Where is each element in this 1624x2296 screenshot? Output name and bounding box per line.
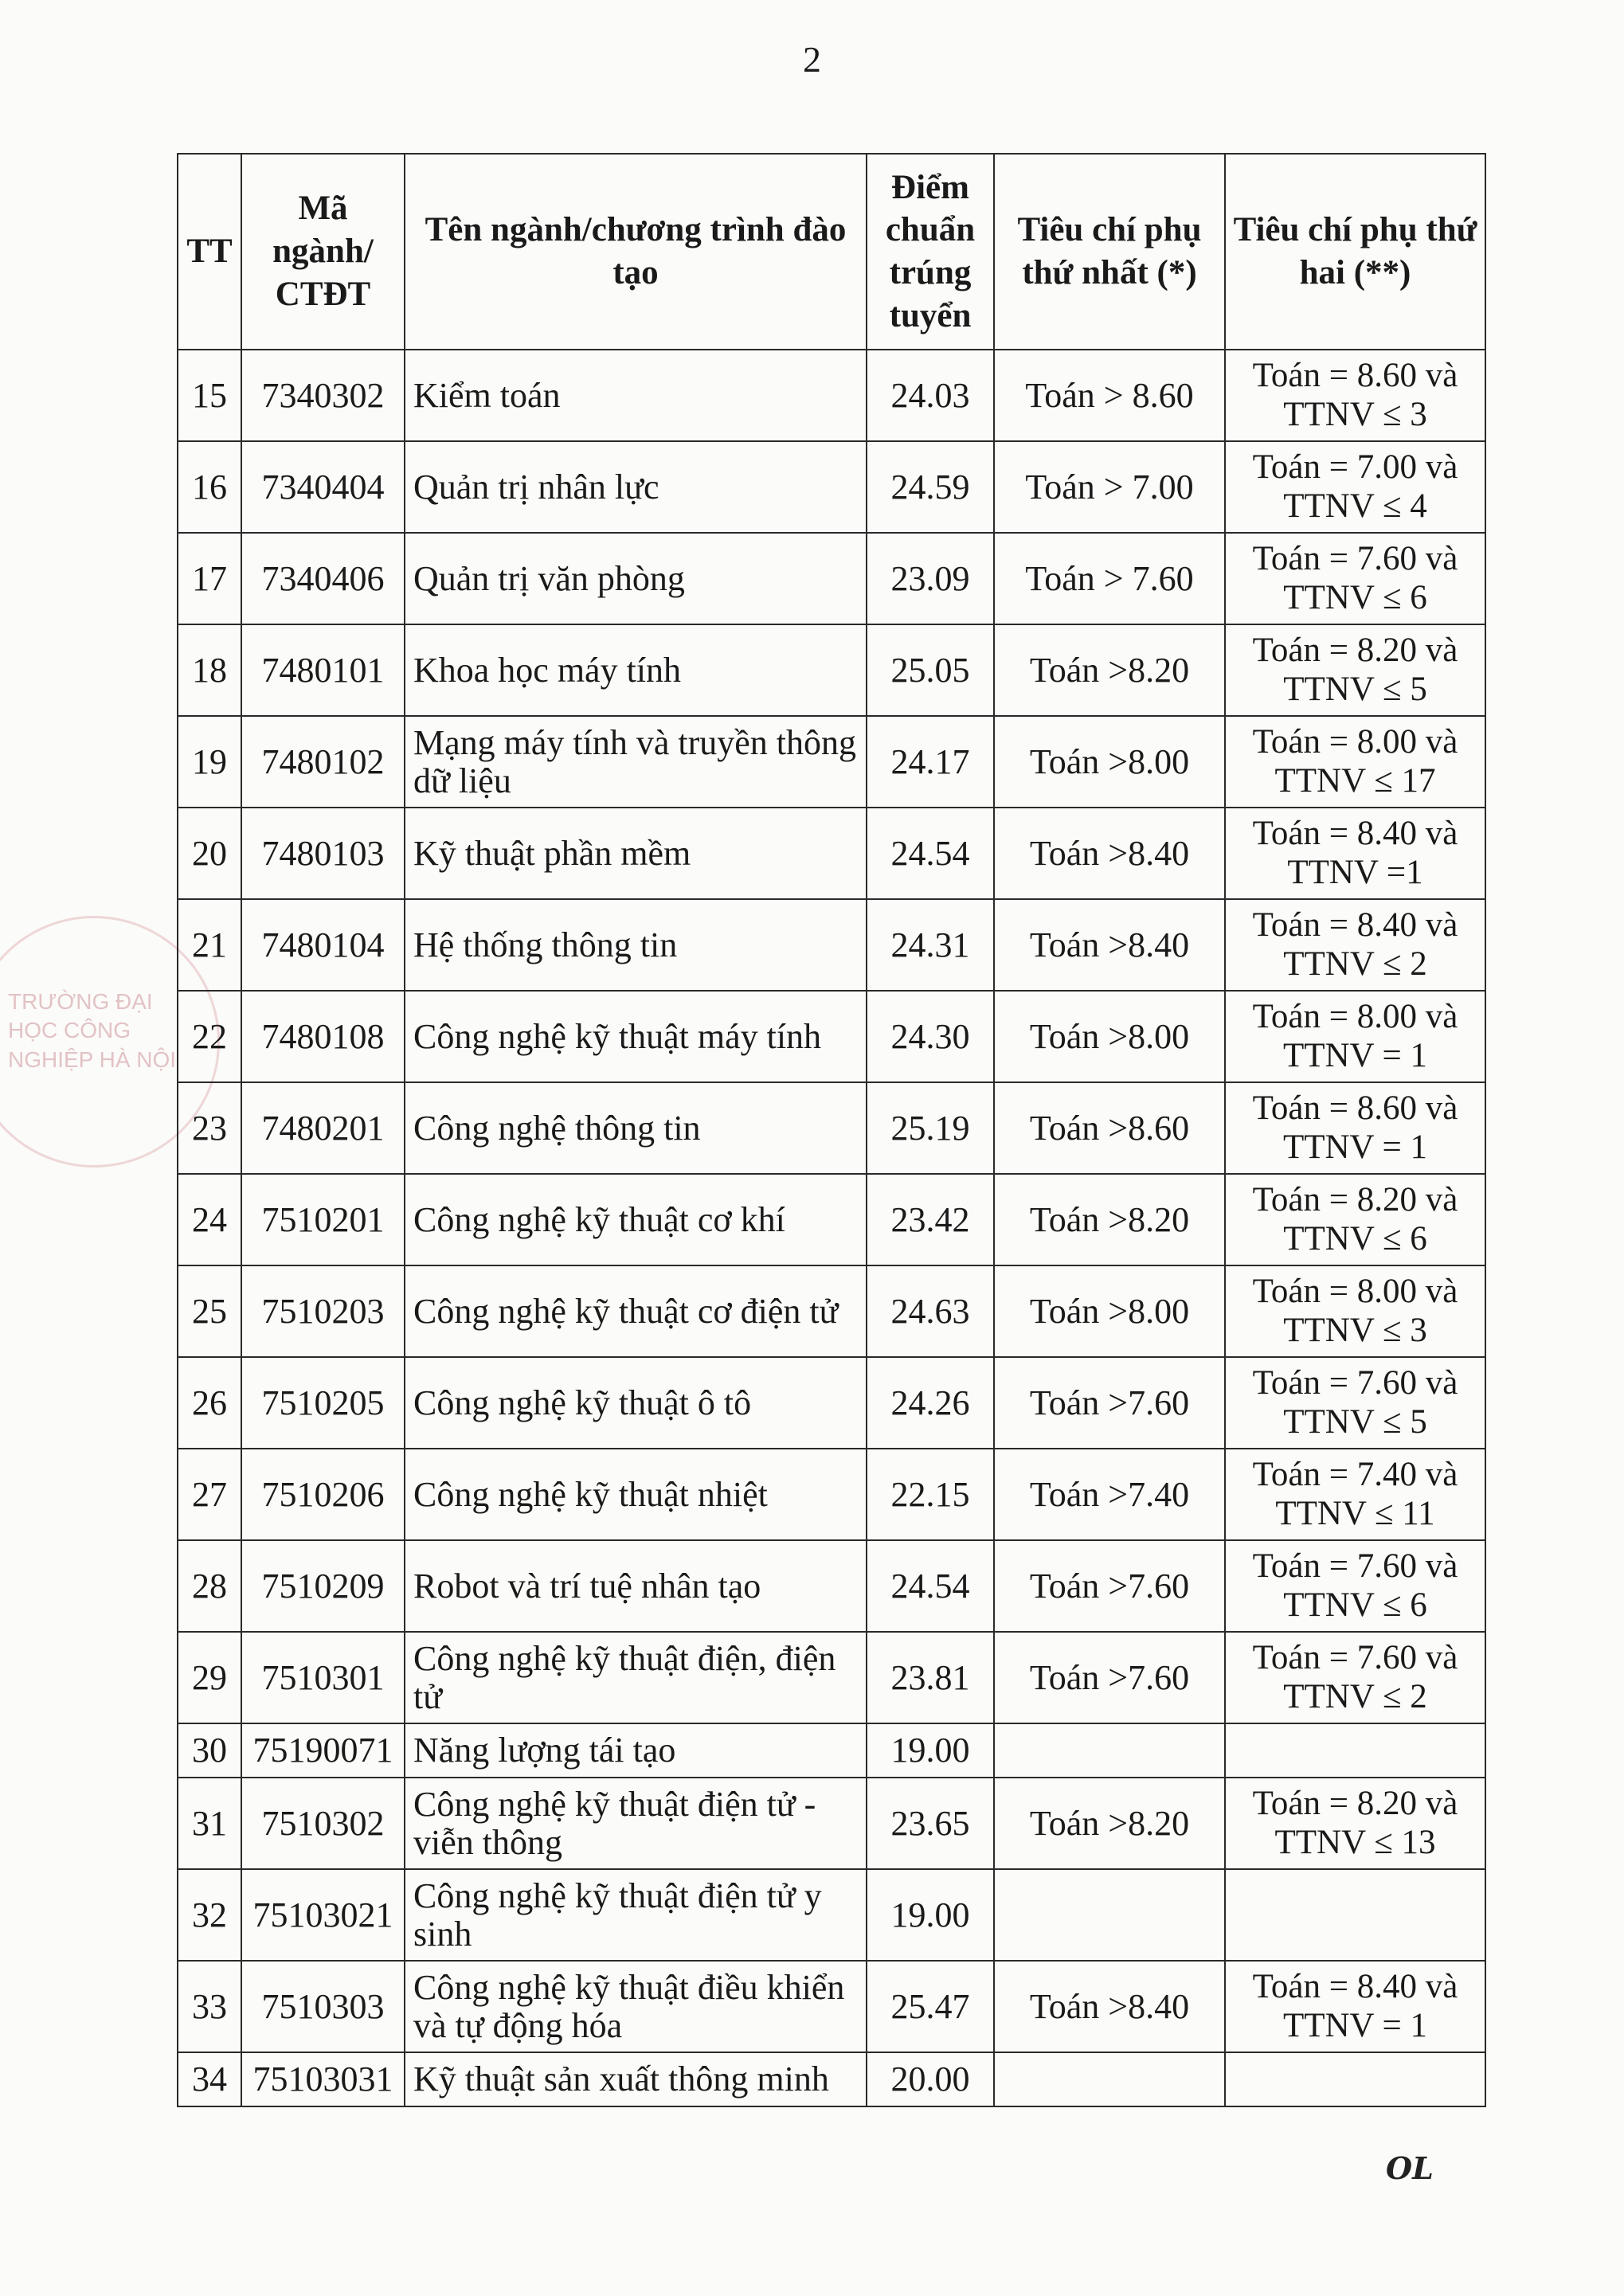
cell-crit2-line2: TTNV ≤ 13 — [1274, 1823, 1436, 1861]
table-row — [178, 1540, 1485, 1632]
cell-tt: 32 — [178, 1869, 241, 1961]
table-row — [178, 899, 1485, 991]
cell-name: Kỹ thuật sản xuất thông minh — [405, 2052, 867, 2106]
cell-name: Khoa học máy tính — [405, 624, 867, 716]
cell-name: Năng lượng tái tạo — [405, 1723, 867, 1778]
cell-crit2-line1: Toán = 8.00 và — [1252, 1273, 1458, 1311]
admission-score-table — [177, 153, 1485, 2107]
cell-name: Công nghệ kỹ thuật ô tô — [405, 1357, 867, 1449]
cell-tt: 29 — [178, 1632, 241, 1723]
cell-tt: 16 — [178, 441, 241, 533]
table-header-row — [178, 154, 1485, 350]
table-row — [178, 1174, 1485, 1265]
cell-score: 23.65 — [867, 1778, 994, 1869]
cell-code: 75190071 — [241, 1723, 405, 1778]
cell-name: Công nghệ thông tin — [405, 1082, 867, 1174]
cell-crit2-line1: Toán = 8.20 và — [1252, 1785, 1458, 1823]
cell-crit2-line1: Toán = 7.60 và — [1252, 540, 1458, 578]
cell-crit1: Toán >7.60 — [994, 1632, 1225, 1723]
cell-score: 20.00 — [867, 2052, 994, 2106]
table-row — [178, 533, 1485, 624]
cell-score: 23.42 — [867, 1174, 994, 1265]
cell-crit1: Toán >8.00 — [994, 716, 1225, 808]
table-row — [178, 808, 1485, 899]
cell-score: 19.00 — [867, 1869, 994, 1961]
cell-tt: 26 — [178, 1357, 241, 1449]
cell-tt: 33 — [178, 1961, 241, 2052]
cell-score: 23.81 — [867, 1632, 994, 1723]
cell-score: 24.54 — [867, 1540, 994, 1632]
cell-crit2 — [1225, 1961, 1485, 2052]
cell-crit1: Toán >8.20 — [994, 1778, 1225, 1869]
table-row — [178, 1357, 1485, 1449]
cell-score: 22.15 — [867, 1449, 994, 1540]
cell-crit2-line2: TTNV ≤ 6 — [1283, 1219, 1427, 1258]
cell-score: 23.09 — [867, 533, 994, 624]
cell-name: Công nghệ kỹ thuật điện, điện tử — [405, 1632, 867, 1723]
cell-crit2 — [1225, 350, 1485, 441]
cell-tt: 17 — [178, 533, 241, 624]
cell-name: Công nghệ kỹ thuật nhiệt — [405, 1449, 867, 1540]
cell-score: 24.03 — [867, 350, 994, 441]
cell-crit1 — [994, 1869, 1225, 1961]
cell-tt: 34 — [178, 2052, 241, 2106]
cell-crit2-line2: TTNV ≤ 2 — [1283, 945, 1427, 983]
cell-crit2-line1: Toán = 8.40 và — [1252, 815, 1458, 853]
cell-crit2-line2: TTNV ≤ 4 — [1283, 487, 1427, 525]
cell-crit2 — [1225, 1265, 1485, 1357]
cell-name: Quản trị văn phòng — [405, 533, 867, 624]
cell-crit2 — [1225, 1869, 1485, 1961]
cell-crit1: Toán >8.60 — [994, 1082, 1225, 1174]
cell-crit2-line2: TTNV = 1 — [1282, 2006, 1428, 2044]
cell-crit2-line2: TTNV = 1 — [1282, 1036, 1428, 1074]
cell-code: 75103021 — [241, 1869, 405, 1961]
cell-crit1: Toán >7.60 — [994, 1357, 1225, 1449]
cell-crit1: Toán > 7.00 — [994, 441, 1225, 533]
cell-tt: 22 — [178, 991, 241, 1082]
cell-crit1: Toán >8.20 — [994, 624, 1225, 716]
cell-crit2-line1: Toán = 8.20 và — [1252, 632, 1458, 670]
table-body — [178, 350, 1485, 2106]
cell-name: Quản trị nhân lực — [405, 441, 867, 533]
cell-crit1: Toán >8.40 — [994, 899, 1225, 991]
cell-crit2-line1: Toán = 8.00 và — [1252, 723, 1458, 761]
table-row — [178, 1632, 1485, 1723]
cell-crit1: Toán >7.60 — [994, 1540, 1225, 1632]
cell-crit2 — [1225, 1540, 1485, 1632]
cell-name: Kiểm toán — [405, 350, 867, 441]
handwritten-initials: OL — [1386, 2150, 1434, 2186]
cell-code: 75103031 — [241, 2052, 405, 2106]
cell-score: 24.17 — [867, 716, 994, 808]
table-row — [178, 1082, 1485, 1174]
table-row — [178, 991, 1485, 1082]
cell-crit1: Toán > 8.60 — [994, 350, 1225, 441]
cell-code: 7340302 — [241, 350, 405, 441]
cell-crit2 — [1225, 1778, 1485, 1869]
cell-tt: 15 — [178, 350, 241, 441]
cell-crit2-line1: Toán = 8.20 và — [1252, 1181, 1458, 1219]
cell-crit2 — [1225, 1357, 1485, 1449]
cell-code: 7480102 — [241, 716, 405, 808]
cell-code: 7340404 — [241, 441, 405, 533]
cell-tt: 30 — [178, 1723, 241, 1778]
cell-code: 7510301 — [241, 1632, 405, 1723]
table-row — [178, 1723, 1485, 1778]
cell-crit2 — [1225, 1082, 1485, 1174]
cell-score: 25.05 — [867, 624, 994, 716]
cell-code: 7510201 — [241, 1174, 405, 1265]
cell-name: Công nghệ kỹ thuật điều khiển và tự động hóa — [405, 1961, 867, 2052]
cell-tt: 21 — [178, 899, 241, 991]
cell-score: 25.19 — [867, 1082, 994, 1174]
cell-code: 7480103 — [241, 808, 405, 899]
table-row — [178, 1449, 1485, 1540]
cell-tt: 18 — [178, 624, 241, 716]
cell-code: 7510303 — [241, 1961, 405, 2052]
cell-tt: 25 — [178, 1265, 241, 1357]
cell-crit2 — [1225, 441, 1485, 533]
cell-crit2 — [1225, 899, 1485, 991]
cell-crit2 — [1225, 624, 1485, 716]
header-name: Tên ngành/chương trình đào tạo — [405, 154, 867, 350]
cell-crit2-line2: TTNV ≤ 3 — [1283, 1311, 1427, 1349]
table-row — [178, 1869, 1485, 1961]
header-tt: TT — [178, 154, 241, 350]
table-row — [178, 441, 1485, 533]
cell-code: 7480101 — [241, 624, 405, 716]
cell-crit2 — [1225, 1174, 1485, 1265]
cell-code: 7510203 — [241, 1265, 405, 1357]
cell-tt: 31 — [178, 1778, 241, 1869]
cell-crit1: Toán >8.20 — [994, 1174, 1225, 1265]
cell-score: 25.47 — [867, 1961, 994, 2052]
cell-name: Mạng máy tính và truyền thông dữ liệu — [405, 716, 867, 808]
cell-score: 24.30 — [867, 991, 994, 1082]
cell-crit2-line2: TTNV ≤ 3 — [1283, 395, 1427, 433]
header-crit1: Tiêu chí phụ thứ nhất (*) — [994, 154, 1225, 350]
cell-crit1: Toán >8.40 — [994, 1961, 1225, 2052]
cell-crit1: Toán >8.00 — [994, 991, 1225, 1082]
table-row — [178, 350, 1485, 441]
cell-crit2-line1: Toán = 7.00 và — [1252, 448, 1458, 487]
cell-crit1 — [994, 2052, 1225, 2106]
cell-code: 7510302 — [241, 1778, 405, 1869]
cell-name: Kỹ thuật phần mềm — [405, 808, 867, 899]
cell-tt: 27 — [178, 1449, 241, 1540]
cell-score: 24.63 — [867, 1265, 994, 1357]
cell-score: 24.31 — [867, 899, 994, 991]
cell-crit1: Toán > 7.60 — [994, 533, 1225, 624]
cell-score: 19.00 — [867, 1723, 994, 1778]
cell-crit2-line2: TTNV ≤ 5 — [1283, 670, 1427, 708]
cell-tt: 20 — [178, 808, 241, 899]
cell-crit2-line1: Toán = 7.40 và — [1252, 1456, 1458, 1494]
table-row — [178, 1778, 1485, 1869]
cell-crit2 — [1225, 808, 1485, 899]
cell-crit2-line1: Toán = 7.60 và — [1252, 1364, 1458, 1402]
cell-code: 7480104 — [241, 899, 405, 991]
cell-code: 7480108 — [241, 991, 405, 1082]
cell-name: Hệ thống thông tin — [405, 899, 867, 991]
cell-score: 24.54 — [867, 808, 994, 899]
cell-crit1: Toán >8.00 — [994, 1265, 1225, 1357]
cell-tt: 23 — [178, 1082, 241, 1174]
table-row — [178, 624, 1485, 716]
page-number: 2 — [803, 39, 821, 80]
cell-code: 7340406 — [241, 533, 405, 624]
cell-name: Công nghệ kỹ thuật điện tử - viễn thông — [405, 1778, 867, 1869]
cell-code: 7510209 — [241, 1540, 405, 1632]
cell-crit2 — [1225, 2052, 1485, 2106]
cell-crit2-line1: Toán = 8.60 và — [1252, 357, 1458, 395]
cell-crit2-line2: TTNV ≤ 17 — [1274, 761, 1436, 800]
cell-code: 7480201 — [241, 1082, 405, 1174]
cell-crit2-line2: TTNV ≤ 5 — [1283, 1402, 1427, 1441]
cell-crit1 — [994, 1723, 1225, 1778]
cell-crit2 — [1225, 533, 1485, 624]
cell-crit2-line1: Toán = 7.60 và — [1252, 1639, 1458, 1677]
cell-crit2-line2: TTNV ≤ 11 — [1275, 1494, 1435, 1532]
cell-crit2-line1: Toán = 8.60 và — [1252, 1089, 1458, 1128]
cell-score: 24.26 — [867, 1357, 994, 1449]
header-code: Mã ngành/ CTĐT — [241, 154, 405, 350]
cell-crit2 — [1225, 716, 1485, 808]
cell-tt: 19 — [178, 716, 241, 808]
cell-code: 7510206 — [241, 1449, 405, 1540]
cell-tt: 24 — [178, 1174, 241, 1265]
header-crit2: Tiêu chí phụ thứ hai (**) — [1225, 154, 1485, 350]
cell-crit2-line1: Toán = 8.40 và — [1252, 906, 1458, 945]
cell-name: Robot và trí tuệ nhân tạo — [405, 1540, 867, 1632]
table-row — [178, 2052, 1485, 2106]
cell-crit2 — [1225, 1632, 1485, 1723]
stamp-text: TRƯỜNG ĐẠI HỌC CÔNG NGHIỆP HÀ NỘI — [8, 989, 177, 1072]
cell-crit1: Toán >7.40 — [994, 1449, 1225, 1540]
cell-score: 24.59 — [867, 441, 994, 533]
cell-crit2-line1: Toán = 8.40 và — [1252, 1968, 1458, 2006]
header-score: Điểm chuẩn trúng tuyển — [867, 154, 994, 350]
cell-crit1: Toán >8.40 — [994, 808, 1225, 899]
cell-code: 7510205 — [241, 1357, 405, 1449]
cell-crit2-line2: TTNV ≤ 6 — [1283, 578, 1427, 616]
cell-crit2 — [1225, 1449, 1485, 1540]
cell-crit2-line1: Toán = 8.00 và — [1252, 998, 1458, 1036]
cell-crit2-line2: TTNV =1 — [1287, 853, 1423, 891]
cell-crit2-line2: TTNV ≤ 2 — [1283, 1677, 1427, 1715]
cell-name: Công nghệ kỹ thuật cơ khí — [405, 1174, 867, 1265]
table-row — [178, 1265, 1485, 1357]
cell-crit2-line2: TTNV ≤ 6 — [1283, 1586, 1427, 1624]
cell-crit2-line1: Toán = 7.60 và — [1252, 1547, 1458, 1586]
cell-crit2 — [1225, 991, 1485, 1082]
cell-tt: 28 — [178, 1540, 241, 1632]
cell-crit2 — [1225, 1723, 1485, 1778]
table-row — [178, 716, 1485, 808]
cell-name: Công nghệ kỹ thuật điện tử y sinh — [405, 1869, 867, 1961]
cell-crit2-line2: TTNV = 1 — [1282, 1128, 1428, 1166]
cell-name: Công nghệ kỹ thuật máy tính — [405, 991, 867, 1082]
table-row — [178, 1961, 1485, 2052]
cell-name: Công nghệ kỹ thuật cơ điện tử — [405, 1265, 867, 1357]
